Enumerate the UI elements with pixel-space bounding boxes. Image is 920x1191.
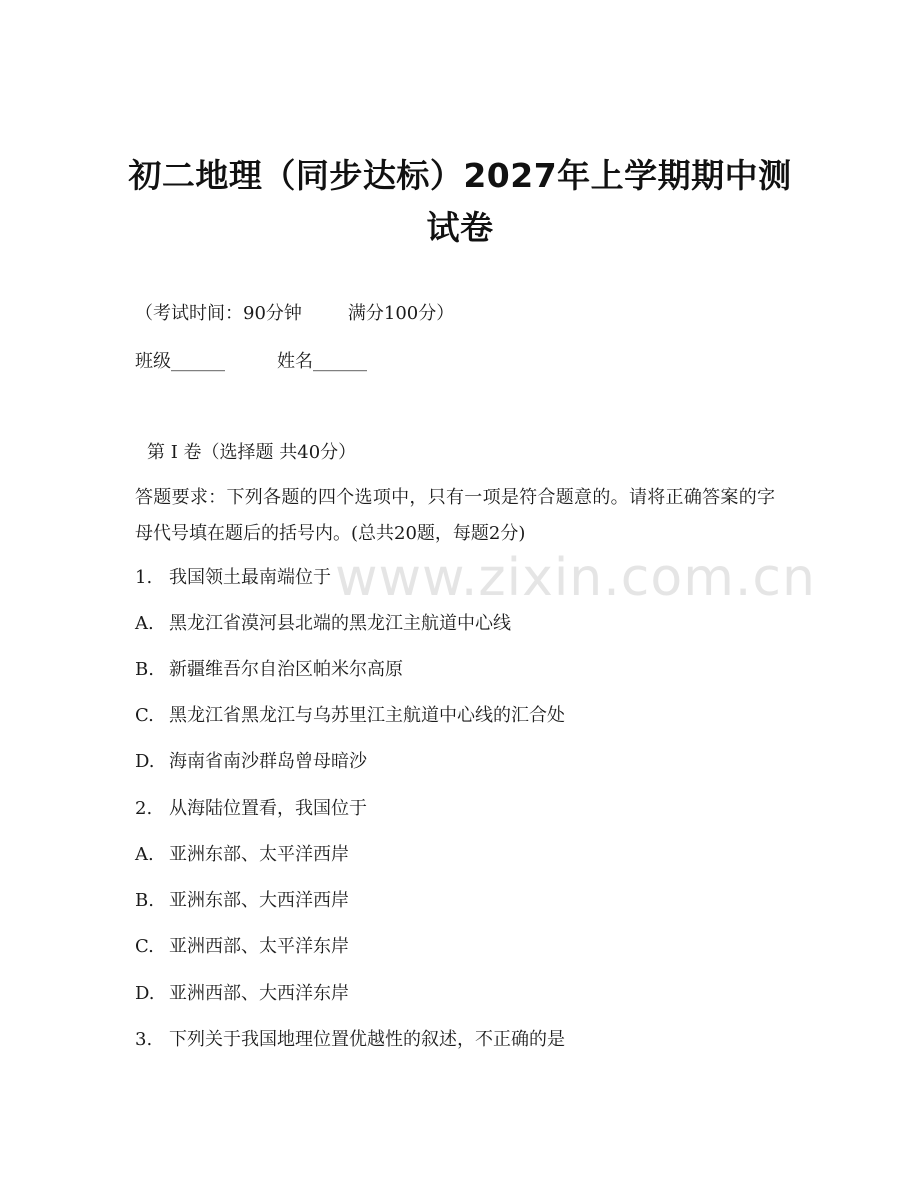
question-1-option-c (135, 704, 565, 728)
question-2-option-b (135, 889, 349, 913)
option-text: 海南省南沙群岛曾母暗沙 (169, 751, 367, 772)
question-3 (135, 1028, 565, 1052)
option-text: 黑龙江省黑龙江与乌苏里江主航道中心线的汇合处 (169, 705, 565, 726)
option-text: 亚洲西部、太平洋东岸 (169, 936, 349, 957)
option-text: 亚洲东部、太平洋西岸 (169, 844, 349, 865)
page-title: 初二地理（同步达标）2027年上学期期中测试卷 (128, 156, 792, 247)
question-stem: 从海陆位置看，我国位于 (169, 798, 367, 819)
exam-score: 满分100分） (347, 303, 455, 324)
option-letter: D. (135, 983, 155, 1004)
question-stem: 我国领土最南端位于 (169, 567, 331, 588)
question-1-option-d (135, 750, 367, 774)
option-text: 亚洲西部、大西洋东岸 (169, 983, 349, 1004)
option-letter: C. (135, 705, 154, 726)
instructions: 答题要求：下列各题的四个选项中，只有一项是符合题意的。请将正确答案的字母代号填在题后的括号内。(总共20题，每题2分) (135, 487, 775, 544)
name-field: 姓名______ (277, 351, 367, 372)
option-letter: B. (135, 890, 154, 911)
option-letter: C. (135, 936, 154, 957)
option-text: 新疆维吾尔自治区帕米尔高原 (169, 659, 403, 680)
question-2-option-c (135, 935, 349, 959)
option-letter: B. (135, 659, 154, 680)
question-number: 1. (135, 567, 153, 588)
option-text: 亚洲东部、大西洋西岸 (169, 890, 349, 911)
exam-info (135, 302, 454, 326)
option-letter: A. (135, 844, 154, 865)
question-2-option-d (135, 982, 349, 1006)
watermark: www.zixin.com.cn (335, 548, 816, 608)
exam-time: （考试时间：90分钟 (135, 303, 302, 324)
student-info (135, 350, 367, 374)
question-1-option-a (135, 612, 511, 636)
question-1-option-b (135, 658, 403, 682)
question-2-option-a (135, 843, 349, 867)
option-letter: D. (135, 751, 155, 772)
question-number: 3. (135, 1029, 153, 1050)
question-1 (135, 566, 331, 590)
section-title: 第 I 卷（选择题 共40分） (147, 442, 357, 463)
option-letter: A. (135, 613, 154, 634)
question-2 (135, 797, 367, 821)
question-number: 2. (135, 798, 153, 819)
class-field: 班级______ (135, 351, 225, 372)
option-text: 黑龙江省漠河县北端的黑龙江主航道中心线 (169, 613, 511, 634)
question-stem: 下列关于我国地理位置优越性的叙述，不正确的是 (169, 1029, 565, 1050)
